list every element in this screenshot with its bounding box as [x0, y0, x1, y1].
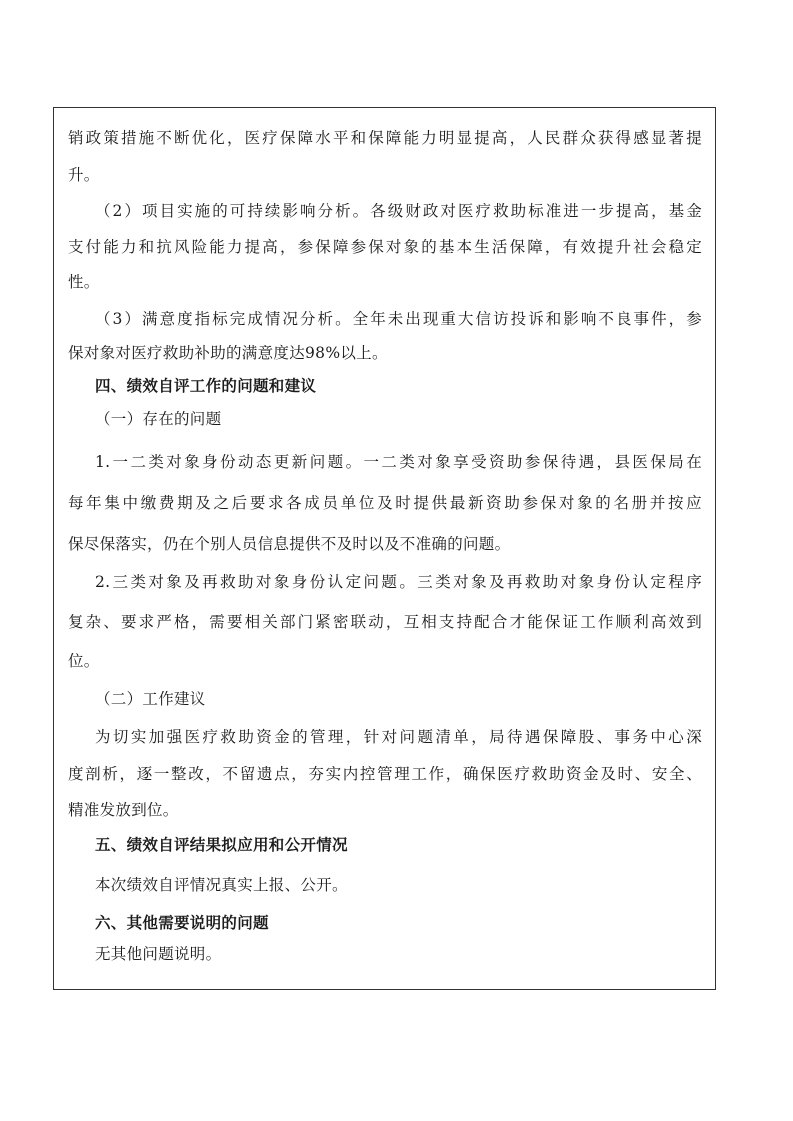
paragraph-line: 1.一二类对象身份动态更新问题。一二类对象享受资助参保待遇，县医保局在: [95, 453, 702, 471]
paragraph-line: 保尽保落实，仍在个别人员信息提供不及时以及不准确的问题。: [68, 535, 511, 553]
subsection-heading: （二）工作建议: [95, 690, 206, 708]
subsection-heading: （一）存在的问题: [95, 410, 222, 428]
paragraph-line: 精准发放到位。: [68, 801, 179, 819]
paragraph-line: 位。: [68, 652, 100, 670]
paragraph-line: 2.三类对象及再救助对象身份认定问题。三类对象及再救助对象身份认定程序: [95, 573, 702, 591]
section-heading: 四、绩效自评工作的问题和建议: [95, 376, 317, 395]
paragraph-line: 无其他问题说明。: [95, 945, 222, 963]
paragraph-line: 本次绩效自评情况真实上报、公开。: [95, 876, 348, 894]
section-heading: 六、其他需要说明的问题: [95, 913, 269, 932]
paragraph-line: 性。: [68, 273, 100, 291]
section-heading: 五、绩效自评结果拟应用和公开情况: [95, 835, 348, 854]
paragraph-line: 销政策措施不断优化，医疗保障水平和保障能力明显提高，人民群众获得感显著提: [68, 129, 702, 147]
paragraph-line: 升。: [68, 166, 100, 184]
paragraph-line: （3）满意度指标完成情况分析。全年未出现重大信访投诉和影响不良事件，参: [95, 310, 702, 328]
paragraph-line: 为切实加强医疗救助资金的管理，针对问题清单，局待遇保障股、事务中心深: [95, 728, 702, 746]
paragraph-line: （2）项目实施的可持续影响分析。各级财政对医疗救助标准进一步提高，基金: [95, 202, 702, 220]
paragraph-line: 复杂、要求严格，需要相关部门紧密联动，互相支持配合才能保证工作顺利高效到: [68, 613, 702, 631]
paragraph-line: 支付能力和抗风险能力提高，参保障参保对象的基本生活保障，有效提升社会稳定: [68, 238, 702, 256]
paragraph-line: 度剖析，逐一整改，不留遗点，夯实内控管理工作，确保医疗救助资金及时、安全、: [68, 765, 702, 783]
paragraph-line: 每年集中缴费期及之后要求各成员单位及时提供最新资助参保对象的名册并按应: [68, 494, 702, 512]
paragraph-line: 保对象对医疗救助补助的满意度达98%以上。: [68, 344, 388, 362]
